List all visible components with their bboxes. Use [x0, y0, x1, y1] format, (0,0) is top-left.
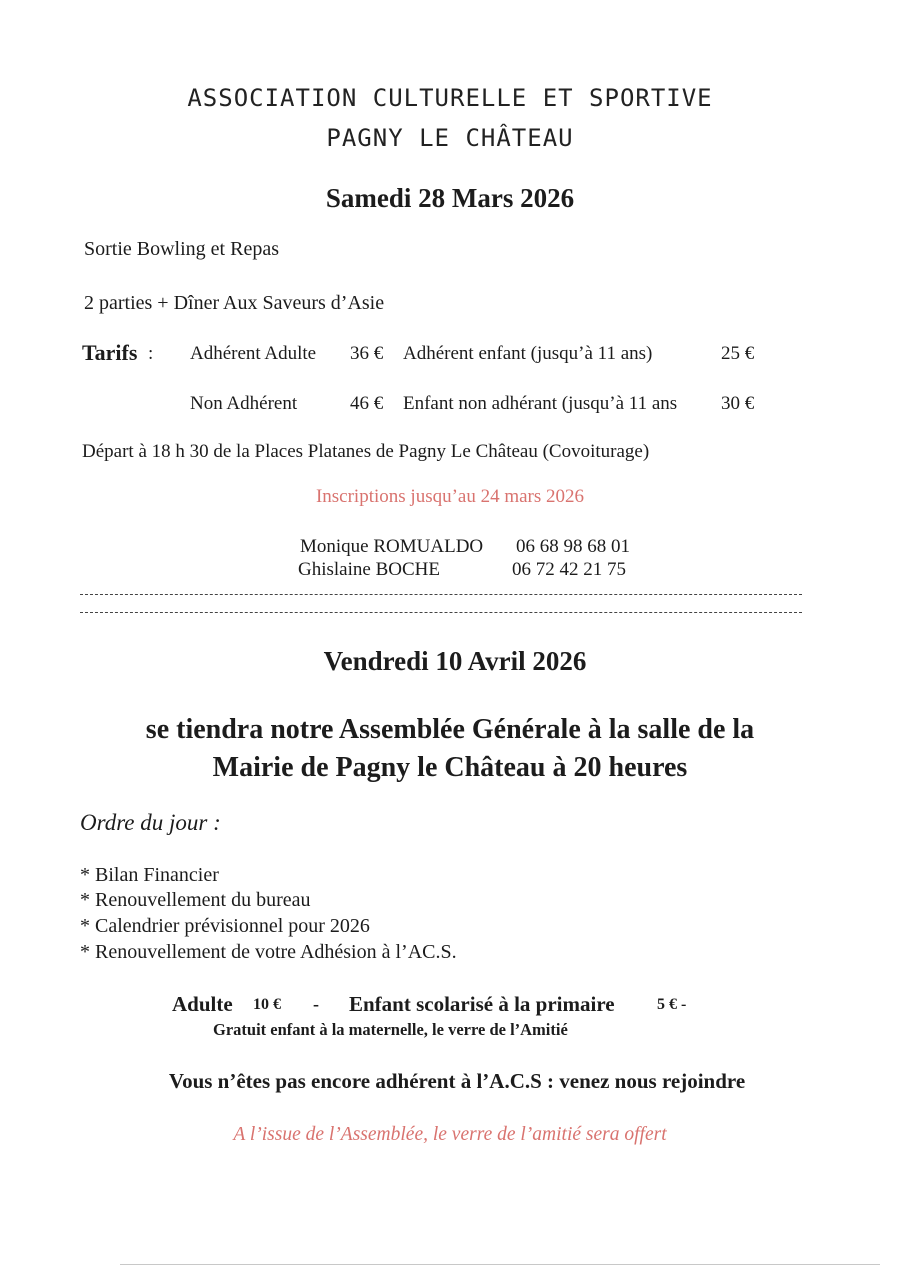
page-bottom-edge [120, 1264, 880, 1265]
fee-free-info: Gratuit enfant à la maternelle, le verre de l’Amitié [213, 1020, 568, 1039]
fee-adult-label: Adulte [172, 992, 233, 1016]
separator-bottom [80, 612, 802, 613]
rate-adherent-adult-price: 36 € [350, 343, 384, 364]
association-name: ASSOCIATION CULTURELLE ET SPORTIVE [187, 84, 713, 112]
contact-name: Monique ROMUALDO [300, 536, 484, 557]
event2-date: Vendredi 10 Avril 2026 [323, 646, 587, 676]
rate-non-adherent-price: 46 € [350, 393, 384, 414]
fee-child-label: Enfant scolarisé à la primaire [349, 992, 615, 1016]
rate-adherent-adult-label: Adhérent Adulte [190, 343, 317, 364]
agenda-item: * Renouvellement du bureau [80, 889, 311, 911]
join-invitation: Vous n’êtes pas encore adhérent à l’A.C.S : venez nous rejoindre [168, 1069, 746, 1093]
contact-name: Ghislaine BOCHE [298, 559, 440, 580]
rate-non-adherent-label: Non Adhérent [190, 393, 298, 414]
event1-title: Sortie Bowling et Repas [84, 238, 279, 260]
event1-date: Samedi 28 Mars 2026 [325, 183, 575, 213]
contact-phone: 06 72 42 21 75 [512, 559, 626, 580]
agenda-title: Ordre du jour : [80, 810, 221, 835]
tarifs-label: Tarifs [82, 340, 138, 365]
registration-deadline: Inscriptions jusqu’au 24 mars 2026 [315, 486, 585, 507]
rate-adherent-child-label: Adhérent enfant (jusqu’à 11 ans) [403, 343, 653, 364]
fee-adult-price: 10 € [253, 996, 281, 1013]
agenda-item: * Bilan Financier [80, 864, 219, 886]
contact-phone: 06 68 98 68 01 [516, 536, 630, 557]
rate-adherent-child-price: 25 € [721, 343, 755, 364]
departure-info: Départ à 18 h 30 de la Places Platanes de Pagny Le Château (Covoiturage) [82, 441, 650, 462]
assembly-headline-line2: Mairie de Pagny le Château à 20 heures [212, 752, 688, 783]
fee-separator: - [313, 994, 319, 1014]
rate-non-adherent-child-price: 30 € [721, 393, 755, 414]
rate-non-adherent-child-label: Enfant non adhérant (jusqu’à 11 ans [403, 393, 678, 414]
closing-note: A l’issue de l’Assemblée, le verre de l’amitié sera offert [233, 1124, 667, 1145]
fee-child-price: 5 € - [657, 996, 687, 1013]
agenda-item: * Renouvellement de votre Adhésion à l’AC.S. [80, 941, 457, 963]
association-town: PAGNY LE CHÂTEAU [326, 124, 574, 152]
separator-top [80, 594, 802, 595]
tarifs-colon: : [148, 343, 154, 364]
assembly-headline-line1: se tiendra notre Assemblée Générale à la salle de la [145, 714, 755, 745]
event1-details: 2 parties + Dîner Aux Saveurs d’Asie [84, 292, 385, 314]
agenda-item: * Calendrier prévisionnel pour 2026 [80, 915, 370, 937]
